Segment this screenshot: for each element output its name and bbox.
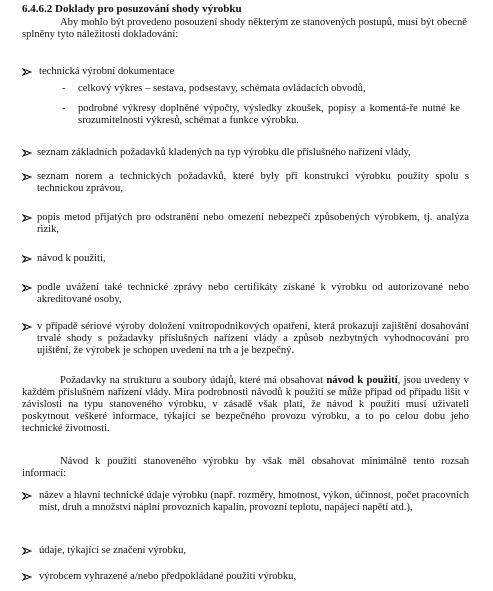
bullet-item: výrobcem vyhrazené a/nebo předpokládané použití výrobku, <box>39 571 297 582</box>
bullet-item: podle uvážení také technické zprávy nebo certifikáty získané k výrobku od autorizované nebo akreditované osoby, <box>37 282 469 305</box>
paragraph-text: , jsou uvedeny v každém příslušném nařízení vlády. Míra podrobnosti návodů k použití se může případ od případu lišit v závislosti na typu stanoveného výrobku, v zásadě však platí, že návod k použití musí uživateli poskytnout veškeré informace, týkající se bezpečného provozu výrobku, a to po celou dobu jeho technické životnosti. <box>22 375 469 434</box>
arrow-bullet-icon <box>22 322 32 332</box>
minimum-scope-paragraph: Návod k použití stanoveného výrobku by však měl obsahovat minimálně tento rozsah informací: <box>22 456 469 479</box>
arrow-bullet-icon <box>22 67 32 77</box>
bullet-item: v případě sériové výroby doložení vnitropodnikových opatření, která prokazují zajištění dosahování trvalé shody s požadavky příslušných nařízení vlády a způsob nezbytných vyhodnocování pro ujištění, že výrobek je schopen uvedení na trh a je bezpečný. <box>37 321 469 356</box>
bullet-item: údaje, týkající se značení výrobku, <box>39 545 187 556</box>
intro-paragraph: Aby mohlo být provedeno posouzení shody některým ze stanovených postupů, musí být obecně splněny tyto náležitosti dokladování: <box>22 17 467 40</box>
arrow-bullet-icon <box>22 148 32 158</box>
bullet-item: popis metod přijatých pro odstranění nebo omezení nebezpečí způsobených výrobkem, tj. analýza rizik, <box>37 212 469 235</box>
dash-bullet: - <box>62 103 66 114</box>
arrow-bullet-icon <box>22 572 32 582</box>
arrow-bullet-icon <box>22 213 32 223</box>
bullet-item: název a hlavní technické údaje výrobku (např. rozměry, hmotnost, výkon, účinnost, počet pracovních míst, druh a množství náplní provozních kapalin, provozní teplotu, napájecí napětí atd.), <box>39 490 469 513</box>
arrow-bullet-icon <box>22 254 32 264</box>
sub-item: podrobné výkresy doplněné výpočty, výsledky zkoušek, popisy a komentá-ře nutné ke srozumitelnosti výkresů, schémat a funkce výrobku. <box>78 103 460 126</box>
bullet-item: seznam základních požadavků kladených na typ výrobku dle příslušného nařízení vlády, <box>37 147 411 158</box>
bold-term: návod k použití <box>326 375 398 386</box>
arrow-bullet-icon <box>22 546 32 556</box>
bullet-item: technická výrobní dokumentace <box>39 66 175 77</box>
sub-item: celkový výkres – sestava, podsestavy, schémata ovládacích obvodů, <box>78 83 366 94</box>
paragraph-text: Požadavky na strukturu a soubory údajů, které má obsahovat <box>60 375 327 386</box>
arrow-bullet-icon <box>22 283 32 293</box>
section-heading: 6.4.6.2 Doklady pro posuzování shody výrobku <box>22 3 242 15</box>
arrow-bullet-icon <box>22 491 32 501</box>
dash-bullet: - <box>62 83 66 94</box>
bullet-item: seznam norem a technických požadavků, které byly při konstrukci výrobku použity spolu s technickou zprávou, <box>37 171 469 194</box>
instructions-paragraph <box>22 375 469 435</box>
arrow-bullet-icon <box>22 172 32 182</box>
bullet-item: návod k použití, <box>37 253 106 264</box>
